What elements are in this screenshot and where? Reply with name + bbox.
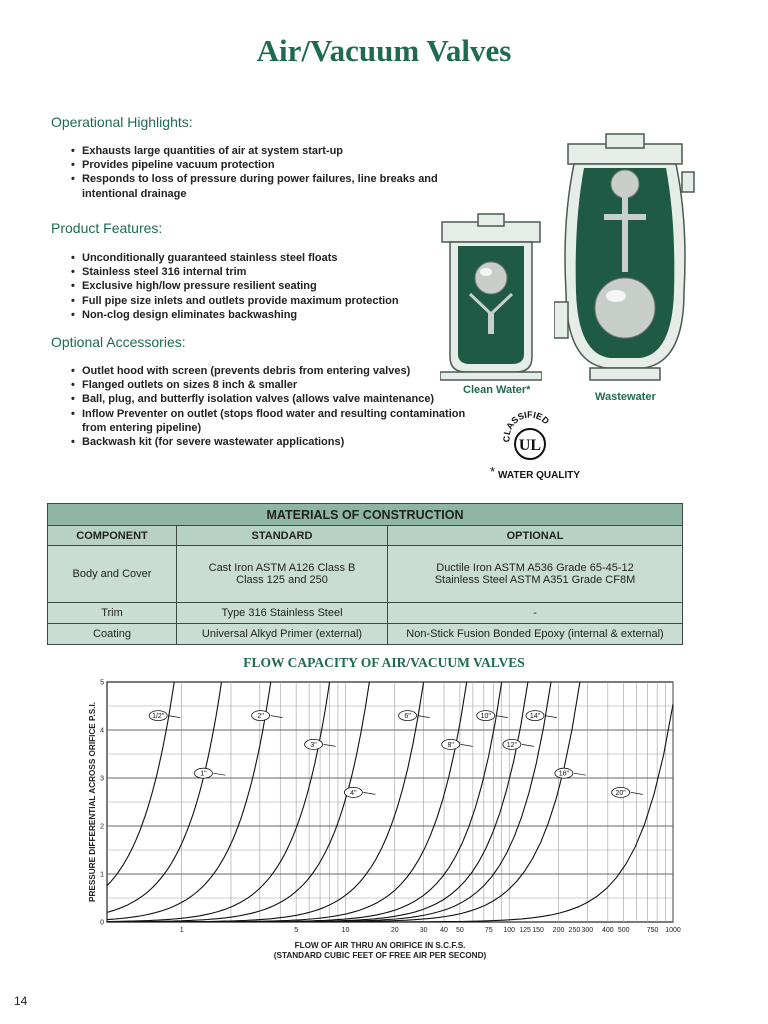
list-item: • Responds to loss of pressure during power failures, line breaks and intentional drainage xyxy=(82,172,442,200)
ul-asterisk: * xyxy=(490,464,496,479)
curve-label: 4" xyxy=(350,789,357,797)
y-axis-label: PRESSURE DIFFERENTIAL ACROSS ORIFICE P.S.I. xyxy=(88,701,97,903)
accessories-list xyxy=(70,364,472,449)
cell-optional: Non-Stick Fusion Bonded Epoxy (internal & external) xyxy=(388,624,683,645)
x-tick-label: 500 xyxy=(617,927,630,934)
ul-mark-text: UL xyxy=(518,437,542,454)
column-header-optional: OPTIONAL xyxy=(388,526,683,546)
clean-water-caption: Clean Water* xyxy=(463,384,531,396)
x-tick-label: 750 xyxy=(646,927,659,934)
curve-label: 6" xyxy=(404,713,411,721)
x-tick-label: 125 xyxy=(519,927,531,934)
x-tick-label: 5 xyxy=(294,927,299,934)
x-tick-label: 40 xyxy=(440,927,448,934)
cell-line: Class 125 and 250 xyxy=(236,574,328,586)
x-tick-label: 150 xyxy=(532,927,544,934)
cell-standard: Type 316 Stainless Steel xyxy=(177,603,388,624)
ul-classified-logo xyxy=(488,408,580,484)
y-tick-label: 2 xyxy=(100,823,104,831)
column-header-standard: STANDARD xyxy=(177,526,388,546)
cell-component: Trim xyxy=(48,603,177,624)
x-tick-label: 400 xyxy=(601,927,614,934)
x-axis-label-2: (STANDARD CUBIC FEET OF FREE AIR PER SECOND) xyxy=(273,951,487,960)
materials-table xyxy=(47,503,683,645)
cell-optional xyxy=(388,546,683,603)
curve-label: 16" xyxy=(558,770,570,778)
x-axis-label: FLOW OF AIR THRU AN ORIFICE IN S.C.F.S. xyxy=(294,941,466,950)
chart-title: FLOW CAPACITY OF AIR/VACUUM VALVES xyxy=(243,655,525,670)
curve-label: 2" xyxy=(257,713,264,721)
curve-label: 14" xyxy=(529,713,541,721)
x-tick-label: 200 xyxy=(552,927,565,934)
list-item: • Ball, plug, and butterfly isolation valves (allows valve maintenance) xyxy=(82,392,472,406)
x-tick-label: 1 xyxy=(179,927,184,934)
list-item: • Flanged outlets on sizes 8 inch & smaller xyxy=(82,378,472,392)
cell-optional: - xyxy=(388,603,683,624)
materials-caption: MATERIALS OF CONSTRUCTION xyxy=(48,504,683,526)
curve-label: 1" xyxy=(200,770,207,778)
cell-component: Body and Cover xyxy=(48,546,177,603)
page-number: 14 xyxy=(14,994,28,1008)
column-header-component: COMPONENT xyxy=(48,526,177,546)
y-tick-label: 4 xyxy=(100,727,104,735)
x-tick-label: 250 xyxy=(568,927,581,934)
curve-label: 3" xyxy=(310,741,317,749)
table-row xyxy=(48,603,683,624)
x-tick-label: 20 xyxy=(390,927,399,934)
ul-classified-text: CLASSIFIED xyxy=(501,409,552,443)
wastewater-caption: Wastewater xyxy=(595,391,656,403)
y-tick-label: 1 xyxy=(100,871,104,879)
cell-component: Coating xyxy=(48,624,177,645)
cell-line: Stainless Steel ASTM A351 Grade CF8M xyxy=(434,574,636,586)
list-item: • Unconditionally guaranteed stainless steel floats xyxy=(82,251,462,265)
list-item: • Exclusive high/low pressure resilient seating xyxy=(82,279,462,293)
x-tick-label: 1000 xyxy=(665,927,681,934)
list-item: • Stainless steel 316 internal trim xyxy=(82,265,462,279)
curve-label: 10" xyxy=(480,713,491,721)
cell-standard: Universal Alkyd Primer (external) xyxy=(177,624,388,645)
list-item: • Provides pipeline vacuum protection xyxy=(82,158,442,172)
flow-capacity-chart xyxy=(0,668,768,968)
curve-label: 1/2" xyxy=(152,713,165,721)
x-tick-label: 50 xyxy=(456,927,464,934)
x-tick-label: 10 xyxy=(341,927,350,934)
list-item: • Non-clog design eliminates backwashing xyxy=(82,308,462,322)
cell-line: Cast Iron ASTM A126 Class B xyxy=(208,562,356,574)
y-tick-label: 0 xyxy=(100,919,104,927)
wastewater-valve-image xyxy=(554,132,696,382)
accessories-heading: Optional Accessories: xyxy=(51,334,186,350)
table-row xyxy=(48,546,683,603)
list-item: • Full pipe size inlets and outlets provide maximum protection xyxy=(82,294,462,308)
list-item: • Exhausts large quantities of air at system start-up xyxy=(82,144,442,158)
y-tick-label: 3 xyxy=(100,775,104,783)
highlights-list xyxy=(70,144,442,201)
ul-water-quality: WATER QUALITY xyxy=(498,470,580,481)
x-tick-label: 100 xyxy=(503,927,516,934)
x-tick-label: 300 xyxy=(581,927,594,934)
curve-label: 20" xyxy=(615,789,626,797)
x-tick-label: 30 xyxy=(419,927,428,934)
list-item: • Outlet hood with screen (prevents debris from entering valves) xyxy=(82,364,472,378)
features-list xyxy=(70,251,462,322)
features-heading: Product Features: xyxy=(51,220,163,236)
curve-label: 8" xyxy=(447,741,454,749)
table-row xyxy=(48,624,683,645)
list-item: • Backwash kit (for severe wastewater applications) xyxy=(82,435,472,449)
page-title: Air/Vacuum Valves xyxy=(256,33,512,68)
highlights-heading: Operational Highlights: xyxy=(51,114,193,130)
clean-water-valve-image xyxy=(440,212,542,382)
list-item: • Inflow Preventer on outlet (stops flood water and resulting contamination from entering pipeline) xyxy=(82,407,472,435)
cell-line: Ductile Iron ASTM A536 Grade 65-45-12 xyxy=(436,562,634,574)
y-tick-label: 5 xyxy=(100,679,104,687)
cell-standard xyxy=(177,546,388,603)
curve-label: 12" xyxy=(506,741,518,749)
x-tick-label: 75 xyxy=(484,927,493,934)
